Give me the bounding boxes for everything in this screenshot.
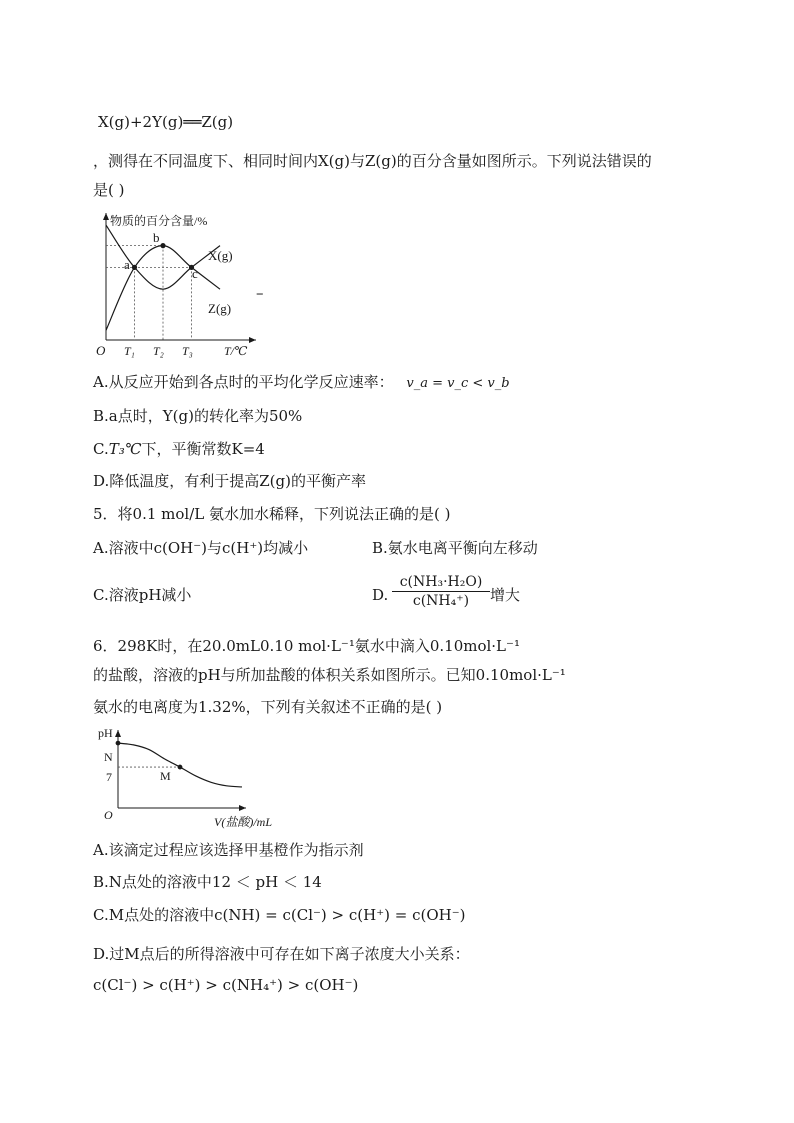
q5-stem: 5．将0.1 mol/L 氨水加水稀释，下列说法正确的是( )	[93, 505, 451, 523]
q5-option-a: A.溶液中c(OH⁻)与c(H⁺)均减小	[93, 539, 309, 557]
chart2-y-tick-7: 7	[106, 770, 112, 784]
q6-option-a: A.该滴定过程应该选择甲基橙作为指示剂	[93, 841, 364, 859]
q5-option-b: B.氨水电离平衡向左移动	[372, 539, 538, 557]
chart2-y-axis-arrow	[115, 730, 121, 737]
chart1-trailing-dash: –	[256, 284, 264, 302]
q5-option-d-prefix: D.	[372, 586, 389, 604]
q6-option-c: C.M点处的溶液中c(NH) = c(Cl⁻) > c(H⁺) = c(OH⁻)	[93, 906, 466, 924]
q6-stem-line1: 6．298K时，在20.0mL0.10 mol·L⁻¹氨水中滴入0.10mol·L⁻¹	[93, 637, 520, 655]
chart2-point-m-label: M	[160, 769, 171, 783]
chart1-series-x-label: X(g)	[208, 248, 233, 263]
chart1-x-tick-t2: T₂	[153, 344, 164, 358]
chart1-point-marker-a	[132, 265, 137, 270]
q6-option-d-formula: c(Cl⁻) > c(H⁺) > c(NH₄⁺) > c(OH⁻)	[93, 976, 359, 994]
chart1-y-axis-arrow	[103, 213, 109, 220]
chart1-point-marker-b	[160, 243, 165, 248]
chart2-point-n-label: N	[104, 750, 113, 764]
chart1-y-axis-label: 物质的百分含量/%	[110, 214, 208, 228]
chart2-x-axis-arrow	[239, 805, 246, 811]
q5-option-c: C.溶液pH减小	[93, 586, 192, 604]
q4-option-b: B.a点时，Y(g)的转化率为50%	[93, 407, 303, 425]
fraction-numerator: c(NH₃·H₂O)	[399, 574, 483, 590]
chart-ph-vs-volume	[96, 724, 272, 832]
q4-option-d: D.降低温度，有利于提高Z(g)的平衡产率	[93, 472, 366, 490]
chart2-point-marker-M	[178, 765, 183, 770]
q6-stem-line3: 氨水的电离度为1.32%，下列有关叙述不正确的是( )	[93, 698, 443, 716]
q5-option-d-fraction	[392, 574, 490, 609]
chart1-series-z-label: Z(g)	[208, 301, 232, 316]
chart2-point-marker-N	[116, 741, 121, 746]
chart1-point-b-label: b	[153, 230, 160, 245]
chart1-origin-label: O	[96, 343, 106, 358]
q5-option-d-suffix: 增大	[490, 586, 521, 604]
chart1-x-axis-arrow	[249, 337, 256, 343]
fraction-denominator: c(NH₄⁺)	[412, 593, 470, 609]
q6-option-d: D.过M点后的所得溶液中可存在如下离子浓度大小关系：	[93, 945, 470, 963]
chart1-x-tick-t1: T₁	[124, 344, 135, 358]
chart1-x-axis-label: T/℃	[224, 344, 248, 358]
chart2-y-axis-label: pH	[98, 726, 113, 740]
q6-stem-line2: 的盐酸，溶液的pH与所加盐酸的体积关系如图所示。已知0.10mol·L⁻¹	[93, 666, 566, 684]
q6-option-b: B.N点处的溶液中12 ＜ pH ＜ 14	[93, 873, 322, 891]
fraction-bar	[392, 591, 490, 592]
chart1-point-c-label: c	[192, 266, 198, 281]
reaction-equation: X(g)+2Y(g)══Z(g)	[98, 113, 234, 131]
chart2-origin-label: O	[104, 808, 113, 822]
q4-stem-line2: 是( )	[93, 181, 125, 199]
q4-option-a-formula: v_a = v_c < v_b	[406, 376, 510, 391]
q4-option-c: C.T₃℃下，平衡常数K=4	[93, 440, 265, 458]
q4-option-c-temp: T₃℃	[108, 440, 142, 458]
chart-percentage-vs-temperature	[90, 205, 270, 365]
chart1-x-tick-t3: T₃	[182, 344, 193, 358]
q4-option-a: A.从反应开始到各点时的平均化学反应速率： v_a = v_c < v_b	[93, 373, 510, 391]
q4-stem-line1: ，测得在不同温度下、相同时间内X(g)与Z(g)的百分含量如图所示。下列说法错误的	[93, 152, 652, 170]
chart1-point-a-label: a	[124, 257, 130, 272]
chart2-x-axis-label: V(盐酸)/mL	[214, 815, 272, 829]
